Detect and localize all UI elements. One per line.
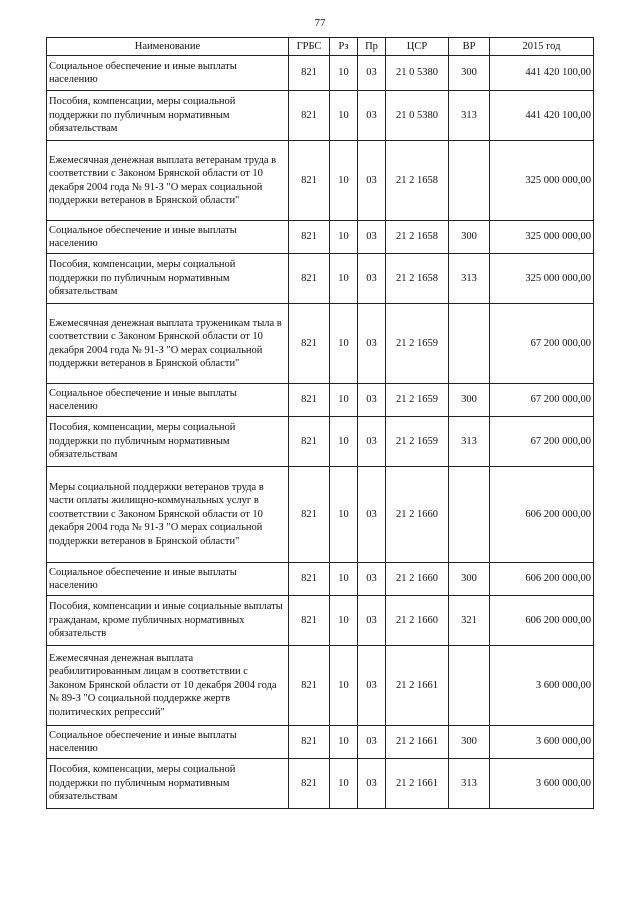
header-vr: ВР	[449, 38, 490, 56]
row-name: Ежемесячная денежная выплата ветеранам труда в соответствии с Законом Брянской области от 10 декабря 2004 года № 91-З "О мерах социальной поддержки ветеранов в Брянской области"	[47, 141, 289, 221]
row-rz: 10	[330, 304, 358, 384]
row-vr	[449, 467, 490, 563]
row-vr: 300	[449, 384, 490, 417]
row-grbs: 821	[289, 254, 330, 304]
table-row	[47, 384, 594, 417]
table-row	[47, 726, 594, 759]
row-amount: 3 600 000,00	[490, 726, 594, 759]
row-name: Социальное обеспечение и иные выплаты населению	[47, 384, 289, 417]
row-csr: 21 2 1660	[386, 467, 449, 563]
row-pr: 03	[358, 304, 386, 384]
row-pr: 03	[358, 91, 386, 141]
row-amount: 441 420 100,00	[490, 56, 594, 91]
row-grbs: 821	[289, 221, 330, 254]
table-row	[47, 141, 594, 221]
row-name: Пособия, компенсации, меры социальной поддержки по публичным нормативным обязательствам	[47, 759, 289, 809]
row-pr: 03	[358, 759, 386, 809]
header-rz: Рз	[330, 38, 358, 56]
row-rz: 10	[330, 384, 358, 417]
row-name: Пособия, компенсации, меры социальной поддержки по публичным нормативным обязательствам	[47, 417, 289, 467]
budget-table	[46, 37, 594, 809]
row-pr: 03	[358, 467, 386, 563]
row-name: Пособия, компенсации и иные социальные выплаты гражданам, кроме публичных нормативных обязательств	[47, 596, 289, 646]
row-amount: 606 200 000,00	[490, 467, 594, 563]
row-pr: 03	[358, 563, 386, 596]
table-row	[47, 417, 594, 467]
row-csr: 21 2 1658	[386, 141, 449, 221]
row-csr: 21 2 1660	[386, 596, 449, 646]
row-amount: 67 200 000,00	[490, 417, 594, 467]
row-grbs: 821	[289, 417, 330, 467]
row-name: Пособия, компенсации, меры социальной поддержки по публичным нормативным обязательствам	[47, 254, 289, 304]
row-amount: 606 200 000,00	[490, 563, 594, 596]
row-rz: 10	[330, 759, 358, 809]
row-csr: 21 2 1658	[386, 254, 449, 304]
row-amount: 441 420 100,00	[490, 91, 594, 141]
row-csr: 21 2 1659	[386, 417, 449, 467]
header-grbs: ГРБС	[289, 38, 330, 56]
row-vr: 300	[449, 563, 490, 596]
row-grbs: 821	[289, 304, 330, 384]
row-csr: 21 2 1659	[386, 304, 449, 384]
row-name: Ежемесячная денежная выплата реабилитированным лицам в соответствии с Законом Брянской области от 10 декабря 2004 года № 89-З "О социальной поддержке жертв политических репрессий"	[47, 646, 289, 726]
row-csr: 21 2 1660	[386, 563, 449, 596]
row-vr: 300	[449, 726, 490, 759]
row-rz: 10	[330, 254, 358, 304]
header-name: Наименование	[47, 38, 289, 56]
row-name: Меры социальной поддержки ветеранов труда в части оплаты жилищно-коммунальных услуг в соответствии с Законом Брянской области от 10 декабря 2004 года № 91-З "О мерах социальной поддержки ветеранов в Брянской области"	[47, 467, 289, 563]
header-csr: ЦСР	[386, 38, 449, 56]
row-grbs: 821	[289, 91, 330, 141]
table-header-row	[47, 38, 594, 56]
row-csr: 21 2 1661	[386, 759, 449, 809]
row-rz: 10	[330, 467, 358, 563]
row-amount: 67 200 000,00	[490, 384, 594, 417]
row-name: Социальное обеспечение и иные выплаты населению	[47, 726, 289, 759]
header-amount: 2015 год	[490, 38, 594, 56]
row-pr: 03	[358, 646, 386, 726]
table-row	[47, 91, 594, 141]
row-csr: 21 2 1659	[386, 384, 449, 417]
row-vr	[449, 141, 490, 221]
row-vr: 313	[449, 91, 490, 141]
row-pr: 03	[358, 417, 386, 467]
row-name: Социальное обеспечение и иные выплаты населению	[47, 221, 289, 254]
row-vr: 313	[449, 254, 490, 304]
row-grbs: 821	[289, 759, 330, 809]
row-amount: 325 000 000,00	[490, 221, 594, 254]
row-grbs: 821	[289, 467, 330, 563]
row-vr	[449, 646, 490, 726]
row-rz: 10	[330, 596, 358, 646]
row-name: Социальное обеспечение и иные выплаты населению	[47, 563, 289, 596]
row-rz: 10	[330, 563, 358, 596]
row-pr: 03	[358, 254, 386, 304]
row-rz: 10	[330, 221, 358, 254]
row-grbs: 821	[289, 646, 330, 726]
table-row	[47, 304, 594, 384]
row-amount: 325 000 000,00	[490, 254, 594, 304]
table-row	[47, 759, 594, 809]
row-amount: 325 000 000,00	[490, 141, 594, 221]
row-amount: 3 600 000,00	[490, 646, 594, 726]
row-amount: 3 600 000,00	[490, 759, 594, 809]
row-grbs: 821	[289, 726, 330, 759]
row-pr: 03	[358, 221, 386, 254]
table-row	[47, 221, 594, 254]
row-pr: 03	[358, 596, 386, 646]
header-pr: Пр	[358, 38, 386, 56]
row-vr: 300	[449, 221, 490, 254]
row-rz: 10	[330, 141, 358, 221]
row-rz: 10	[330, 726, 358, 759]
row-grbs: 821	[289, 596, 330, 646]
row-vr	[449, 304, 490, 384]
row-pr: 03	[358, 726, 386, 759]
row-grbs: 821	[289, 563, 330, 596]
table-row	[47, 563, 594, 596]
row-rz: 10	[330, 417, 358, 467]
row-name: Пособия, компенсации, меры социальной поддержки по публичным нормативным обязательствам	[47, 91, 289, 141]
row-rz: 10	[330, 56, 358, 91]
row-pr: 03	[358, 141, 386, 221]
row-vr: 300	[449, 56, 490, 91]
row-csr: 21 2 1661	[386, 726, 449, 759]
row-csr: 21 2 1658	[386, 221, 449, 254]
table-row	[47, 646, 594, 726]
row-pr: 03	[358, 56, 386, 91]
row-rz: 10	[330, 91, 358, 141]
row-vr: 321	[449, 596, 490, 646]
table-row	[47, 467, 594, 563]
table-row	[47, 254, 594, 304]
row-rz: 10	[330, 646, 358, 726]
table-row	[47, 56, 594, 91]
row-csr: 21 2 1661	[386, 646, 449, 726]
row-amount: 606 200 000,00	[490, 596, 594, 646]
row-amount: 67 200 000,00	[490, 304, 594, 384]
row-csr: 21 0 5380	[386, 56, 449, 91]
row-vr: 313	[449, 759, 490, 809]
row-grbs: 821	[289, 384, 330, 417]
row-pr: 03	[358, 384, 386, 417]
row-grbs: 821	[289, 56, 330, 91]
row-grbs: 821	[289, 141, 330, 221]
row-csr: 21 0 5380	[386, 91, 449, 141]
row-vr: 313	[449, 417, 490, 467]
row-name: Ежемесячная денежная выплата труженикам тыла в соответствии с Законом Брянской области от 10 декабря 2004 года № 91-З "О мерах социальной поддержки ветеранов в Брянской области"	[47, 304, 289, 384]
table-row	[47, 596, 594, 646]
page-number: 77	[314, 17, 326, 29]
row-name: Социальное обеспечение и иные выплаты населению	[47, 56, 289, 91]
